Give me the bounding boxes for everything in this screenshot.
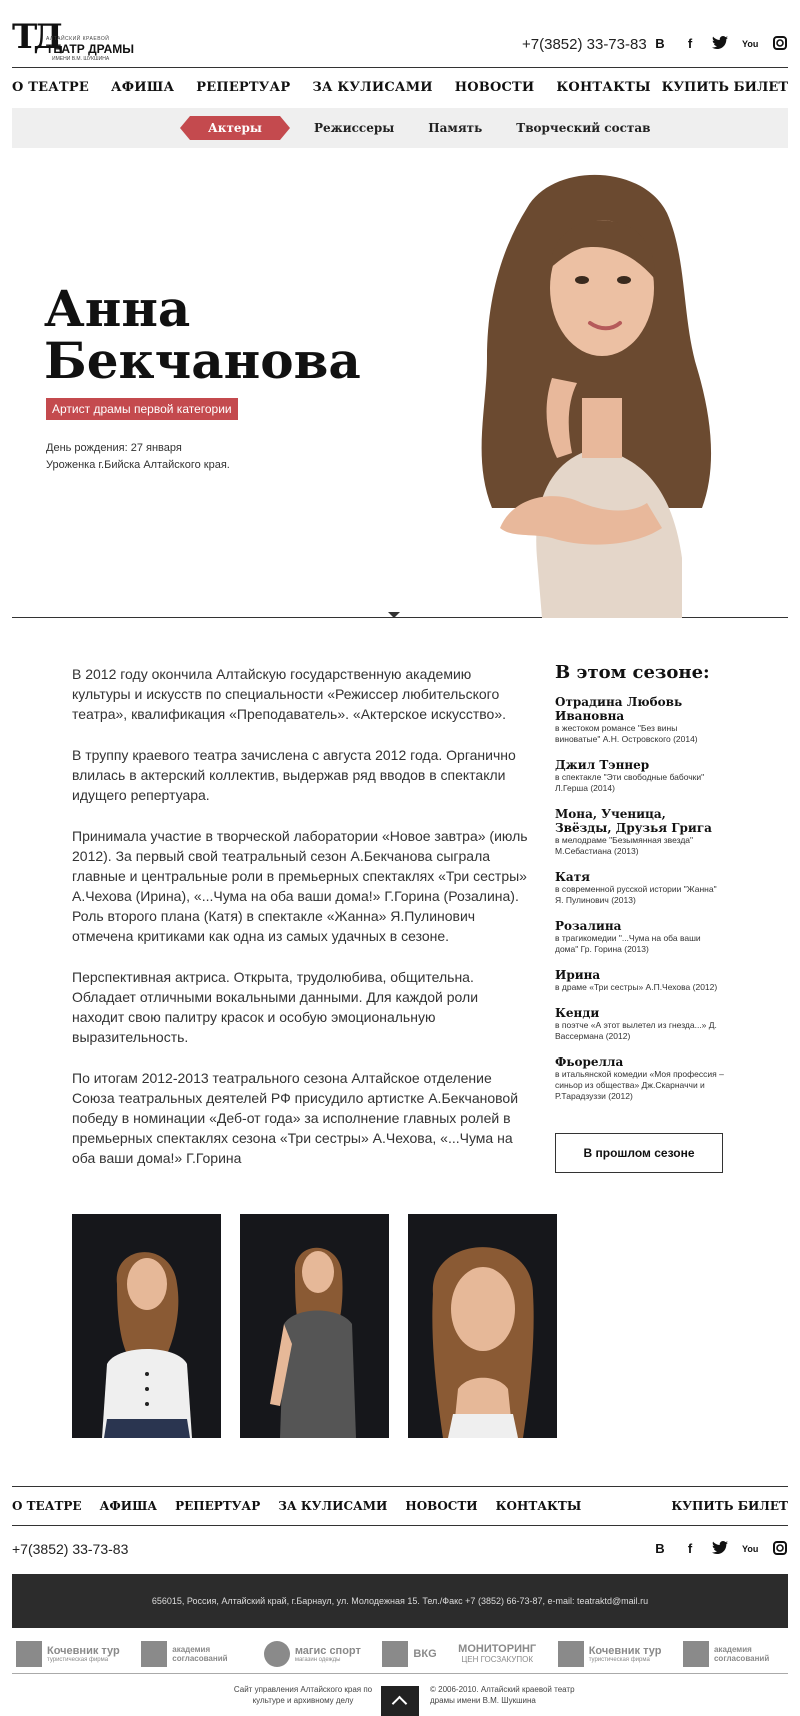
- facebook-icon[interactable]: f: [687, 36, 693, 51]
- twitter-icon[interactable]: [712, 36, 728, 52]
- footer-nav-backstage[interactable]: ЗА КУЛИСАМИ: [278, 1499, 388, 1513]
- actor-portrait: [432, 168, 752, 618]
- nav-item-about[interactable]: О ТЕАТРЕ: [12, 80, 89, 95]
- role-desc: в итальянской комедии «Моя профессия – синьор из общества» Дж.Скарначчи и Р.Тарадзуззи (2012): [555, 1069, 724, 1101]
- twitter-icon[interactable]: [712, 1541, 728, 1557]
- partner-subtitle: магазин одежды: [294, 1656, 341, 1663]
- role-desc: в поэтче «А этот вылетел из гнезда...» Д. Вассермана (2012): [555, 1020, 717, 1041]
- theatre-logo[interactable]: [12, 18, 132, 62]
- nav-item-repertoire[interactable]: РЕПЕРТУАР: [196, 80, 291, 95]
- partner-name: МОНИТОРИНГ: [458, 1643, 537, 1655]
- past-season-button[interactable]: В прошлом сезоне: [555, 1133, 723, 1173]
- scroll-to-top-button[interactable]: [381, 1686, 419, 1716]
- partner-logo[interactable]: [264, 1641, 361, 1667]
- header-phone[interactable]: +7(3852) 33-73-83: [522, 36, 647, 53]
- footer-nav-news[interactable]: НОВОСТИ: [405, 1499, 478, 1513]
- role-item[interactable]: [555, 1055, 725, 1102]
- role-desc: в жестоком романсе "Без вины виноватые" А.Н. Островского (2014): [555, 723, 698, 744]
- copyright: © 2006-2010. Алтайский краевой театр драмы имени В.М. Шукшина: [430, 1685, 575, 1705]
- partner-icon: [264, 1641, 290, 1667]
- role-name: Отрадина Любовь Ивановна: [555, 695, 683, 723]
- partner-name: магис спорт: [294, 1644, 361, 1657]
- gallery-photo[interactable]: [240, 1214, 389, 1438]
- actor-biography: [72, 664, 532, 1189]
- instagram-icon[interactable]: [772, 1541, 788, 1557]
- hero-divider-arrow: [388, 612, 400, 618]
- partner-subtitle: туристическая фирма: [588, 1656, 650, 1663]
- role-desc: в мелодраме "Безымянная звезда" М.Себастиана (2013): [555, 835, 694, 856]
- role-name: Ирина: [555, 968, 601, 982]
- actor-origin: Уроженка г.Бийска Алтайского края.: [46, 459, 230, 471]
- vk-icon[interactable]: В: [655, 1541, 665, 1556]
- role-desc: в драме «Три сестры» А.П.Чехова (2012): [555, 982, 718, 992]
- role-name: Розалина: [555, 919, 622, 933]
- nav-item-afisha[interactable]: АФИША: [110, 80, 175, 95]
- role-name: Мона, Ученица, Звёзды, Друзья Грига: [555, 807, 712, 835]
- actor-last-name: Бекчанова: [44, 331, 361, 390]
- role-name: Кенди: [555, 1006, 600, 1020]
- role-desc: в трагикомедии "...Чума на оба ваши дома" Гр. Горина (2013): [555, 933, 701, 954]
- logo-mark: ТД: [12, 17, 60, 57]
- partner-logo[interactable]: [558, 1641, 662, 1667]
- subnav-item-directors[interactable]: Режиссеры: [313, 121, 395, 135]
- footer-address: 656015, Россия, Алтайский край, г.Барнаул, ул. Молодежная 15. Тел./Факс +7 (3852) 66-73-87, e-mail: teatraktd@mail.ru: [12, 1574, 788, 1628]
- partner-subtitle: ЦЕН ГОСЗАКУПОК: [461, 1655, 534, 1664]
- actor-info: [46, 440, 230, 474]
- partner-logo[interactable]: [141, 1641, 242, 1667]
- role-desc: в современной русской истории "Жанна" Я. Пулинович (2013): [555, 884, 717, 905]
- role-name: Катя: [555, 870, 590, 884]
- role-name: Фьорелла: [555, 1055, 624, 1069]
- footer-buy-ticket-link[interactable]: КУПИТЬ БИЛЕТ: [671, 1499, 788, 1513]
- role-item[interactable]: [555, 968, 725, 993]
- footer-nav-contacts[interactable]: КОНТАКТЫ: [495, 1499, 582, 1513]
- main-nav: [12, 68, 788, 108]
- nav-item-contacts[interactable]: КОНТАКТЫ: [556, 80, 651, 95]
- actor-hero: [12, 148, 788, 618]
- actor-name: [44, 279, 361, 390]
- role-item[interactable]: [555, 919, 725, 955]
- partner-logos: [12, 1634, 788, 1674]
- footer-phone[interactable]: +7(3852) 33-73-83: [12, 1541, 129, 1557]
- gallery-photo[interactable]: [408, 1214, 557, 1438]
- logo-small-text: АЛТАЙСКИЙ КРАЕВОЙ: [46, 36, 110, 42]
- role-item[interactable]: [555, 807, 725, 857]
- subnav-item-creative-staff[interactable]: Творческий состав: [516, 121, 651, 135]
- bio-paragraph: По итогам 2012-2013 театрального сезона Алтайское отделение Союза театральных деятелей РФ присудило артистке А.Бекчановой победу в номинации «Деб-от года» за исполнение главных ролей в премьерных спектаклях сезона «Три сестры» А.Чехова, «...Чума на оба ваши дома!» Г.Горина: [72, 1070, 519, 1166]
- youtube-icon[interactable]: You: [742, 1544, 759, 1554]
- partner-name: ВКG: [413, 1647, 437, 1660]
- sub-nav: [12, 108, 788, 148]
- gallery-photo[interactable]: [72, 1214, 221, 1438]
- season-roles: [555, 662, 725, 1115]
- role-item[interactable]: [555, 1006, 725, 1042]
- role-name: Джил Тэннер: [555, 758, 650, 772]
- facebook-icon[interactable]: f: [687, 1541, 693, 1556]
- instagram-icon[interactable]: [772, 36, 788, 52]
- actor-first-name: Анна: [44, 279, 191, 338]
- partner-icon: [141, 1641, 167, 1667]
- logo-subtitle: ИМЕНИ В.М. ШУКШИНА: [52, 56, 110, 62]
- partner-icon: [558, 1641, 584, 1667]
- partner-logo[interactable]: [458, 1643, 536, 1664]
- bio-paragraph: Перспективная актриса. Открыта, трудолюбива, общительна. Обладает отличными вокальными данными. Для каждой роли находит свою палитру красок и особую эмоциональную выразительность.: [72, 969, 479, 1045]
- role-desc: в спектакле "Эти свободные бабочки" Л.Герша (2014): [555, 772, 705, 793]
- partner-logo[interactable]: [382, 1641, 436, 1667]
- culture-ministry-link[interactable]: Сайт управления Алтайского края по культуре и архивному делу: [233, 1685, 373, 1705]
- bio-paragraph: Принимала участие в творческой лаборатории «Новое завтра» (июль 2012). За первый свой театральный сезон А.Бекчанова сыграла главные и центральные роли в премьерных спектаклях «Три сестры» А.Чехова (Ирина), «...Чума на оба ваши дома!» Г.Горина (Розалина). Роль второго плана (Катя) в спектакле «Жанна» Я.Пулинович отмечена критиками как одна из самых удачных в сезоне.: [72, 828, 528, 944]
- partner-icon: [683, 1641, 709, 1667]
- nav-item-news[interactable]: НОВОСТИ: [454, 80, 535, 95]
- actor-rank-badge: Артист драмы первой категории: [46, 398, 238, 420]
- social-links: [652, 36, 788, 52]
- buy-ticket-link[interactable]: КУПИТЬ БИЛЕТ: [661, 80, 788, 95]
- footer-social-links: [652, 1541, 788, 1557]
- role-item[interactable]: [555, 758, 725, 794]
- partner-subtitle: туристическая фирма: [47, 1656, 109, 1663]
- footer-nav: [12, 1486, 788, 1526]
- footer-nav-afisha[interactable]: АФИША: [99, 1499, 158, 1513]
- youtube-icon[interactable]: You: [742, 39, 759, 49]
- partner-name: академия согласований: [713, 1644, 770, 1663]
- partner-name: Кочевник тур: [588, 1644, 662, 1657]
- partner-name: Кочевник тур: [47, 1644, 120, 1657]
- bio-paragraph: В 2012 году окончила Алтайскую государственную академию культуры и искусств по специальности «Режиссер любительского театра», квалификация «Преподаватель». «Актерское искусство».: [72, 666, 506, 722]
- footer-nav-repertoire[interactable]: РЕПЕРТУАР: [175, 1499, 261, 1513]
- subnav-item-memory[interactable]: Память: [428, 121, 483, 135]
- footer-nav-about[interactable]: О ТЕАТРЕ: [12, 1499, 82, 1513]
- role-item[interactable]: [555, 870, 725, 906]
- actor-birthday: День рождения: 27 января: [46, 442, 182, 454]
- partner-name: академия согласований: [172, 1644, 228, 1663]
- subnav-item-actors[interactable]: Актеры: [190, 116, 280, 140]
- photo-gallery: [72, 1214, 557, 1438]
- site-header: [12, 0, 788, 68]
- role-item[interactable]: [555, 695, 725, 745]
- partner-logo[interactable]: [16, 1641, 120, 1667]
- bio-paragraph: В труппу краевого театра зачислена с августа 2012 года. Органично влилась в актерский коллектив, выдержав ряд вводов в спектакли идущего репертуара.: [72, 747, 516, 803]
- logo-title: ТЕАТР ДРАМЫ: [46, 42, 134, 56]
- nav-item-backstage[interactable]: ЗА КУЛИСАМИ: [312, 80, 433, 95]
- partner-icon: [382, 1641, 408, 1667]
- partner-icon: [16, 1641, 42, 1667]
- partner-logo[interactable]: [683, 1641, 784, 1667]
- vk-icon[interactable]: В: [655, 36, 665, 51]
- season-title: В этом сезоне:: [555, 662, 710, 683]
